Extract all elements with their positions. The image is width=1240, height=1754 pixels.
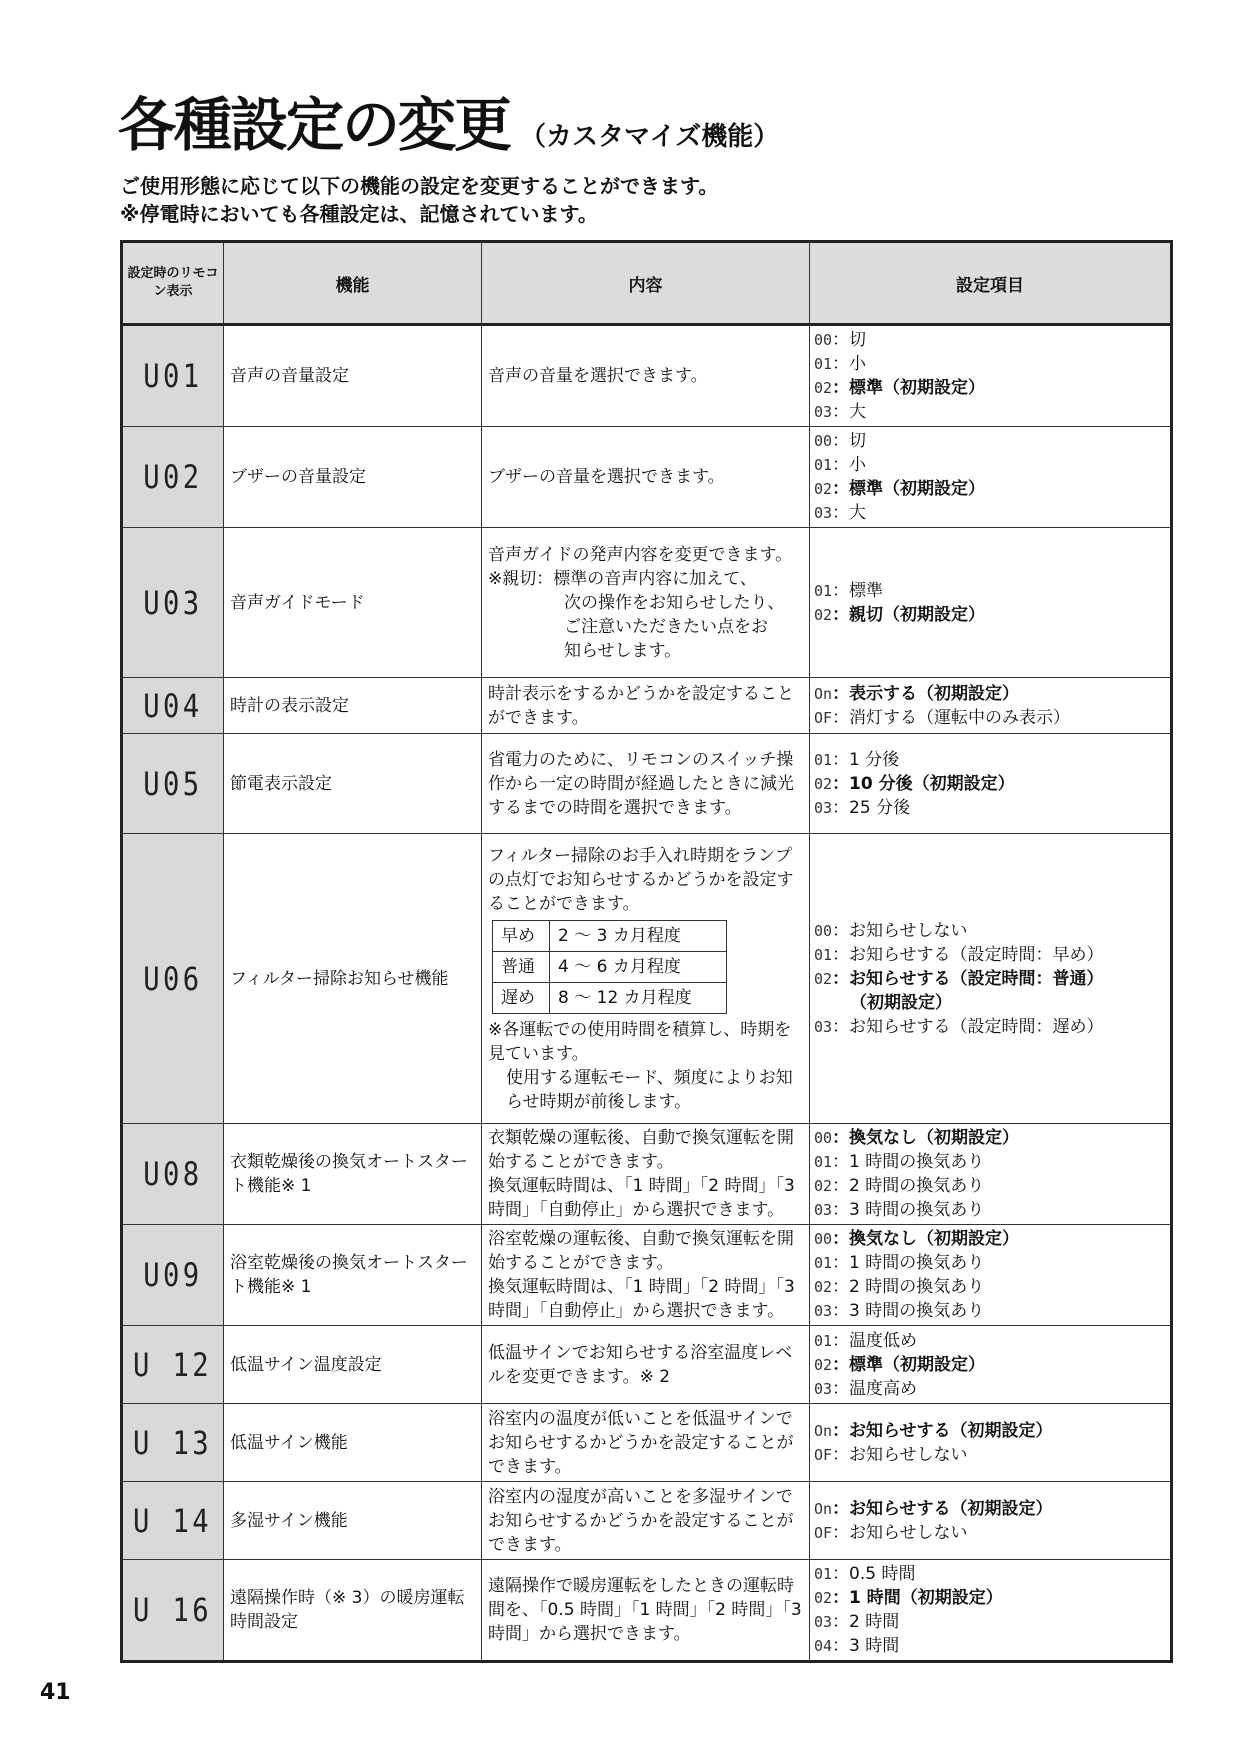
option-code: 03 (814, 798, 833, 817)
setting-option (814, 376, 1166, 400)
option-code: 01 (814, 456, 833, 474)
description-line: 浴室内の湿度が高いことを多湿サインでお知らせするかどうかを設定することができます。 (488, 1486, 794, 1555)
lcd-code: U06 (143, 959, 203, 998)
option-code: On (814, 684, 833, 703)
lcd-code: U09 (143, 1256, 203, 1294)
description-line: 音声の音量を選択できます。 (488, 366, 708, 386)
description (482, 1225, 810, 1326)
remote-display-code (122, 834, 224, 1124)
description-line: 音声ガイドの発声内容を変更できます。 (488, 544, 793, 565)
description-line: 知らせします。 (564, 640, 682, 661)
interval-value: 8 ～ 12 カ月程度 (550, 982, 727, 1013)
table-row (122, 325, 1172, 427)
option-code: 01 (814, 1254, 833, 1272)
setting-option (814, 1562, 1166, 1586)
description-line: ご注意いただきたい点をお (564, 616, 768, 637)
option-label: ：切 (832, 330, 867, 350)
setting-options (810, 325, 1172, 427)
option-code: OF (814, 1523, 833, 1542)
option-label: ：3 時間 (832, 1636, 900, 1656)
description (482, 1482, 810, 1560)
lcd-code: U04 (143, 686, 203, 725)
option-code: On (814, 1421, 833, 1440)
description-line: 低温サインでお知らせする浴室温度レベルを変更できます。※ 2 (488, 1342, 793, 1387)
description (482, 834, 810, 1124)
option-label: ：換気なし（初期設定） (832, 1128, 1020, 1148)
option-label: ：お知らせする（設定時間：普通） (832, 968, 1104, 989)
lcd-code: U 13 (133, 1423, 213, 1462)
option-label: ：お知らせする（初期設定） (832, 1420, 1053, 1441)
option-label: ：大 (832, 402, 867, 422)
lcd-code: U 12 (133, 1345, 213, 1384)
option-code: 02 (814, 480, 833, 498)
table-row (122, 427, 1172, 528)
option-label: ：標準（初期設定） (832, 479, 986, 499)
table-row (122, 678, 1172, 734)
option-code: 00 (814, 331, 833, 349)
setting-option (814, 796, 1166, 820)
option-label: ：標準（初期設定） (832, 378, 986, 398)
option-code: 02 (814, 774, 833, 793)
table-row (122, 1326, 1172, 1404)
setting-options (810, 1326, 1172, 1404)
option-label: ：1 時間の換気あり (832, 1253, 985, 1273)
lcd-code: U05 (143, 764, 203, 803)
description (482, 528, 810, 678)
setting-options (810, 1404, 1172, 1482)
setting-option (814, 501, 1166, 525)
lcd-code: U02 (143, 458, 203, 496)
table-body (122, 325, 1172, 1662)
option-code: 03 (814, 403, 833, 421)
setting-option (814, 1419, 1166, 1443)
option-label: ：標準（初期設定） (832, 1354, 986, 1375)
setting-options (810, 834, 1172, 1124)
option-label: ：1 分後 (832, 749, 900, 770)
table-row (122, 1225, 1172, 1326)
lcd-code: U 14 (133, 1501, 213, 1540)
setting-option (814, 1015, 1166, 1039)
description (482, 1404, 810, 1482)
setting-option (814, 1227, 1166, 1251)
option-label: ：大 (832, 503, 867, 523)
table-row (122, 1560, 1172, 1662)
description (482, 427, 810, 528)
lcd-code: U 16 (133, 1591, 213, 1629)
setting-options (810, 1124, 1172, 1225)
option-code: OF (814, 708, 833, 727)
function-name: 衣類乾燥後の換気オートスタート機能※ 1 (224, 1124, 482, 1225)
setting-option (814, 1275, 1166, 1299)
setting-option (814, 1251, 1166, 1275)
function-name: フィルター掃除お知らせ機能 (224, 834, 482, 1124)
option-code: 03 (814, 504, 833, 522)
setting-option (814, 682, 1166, 706)
setting-option (814, 1198, 1166, 1222)
option-code: 00 (814, 1129, 833, 1147)
setting-option (814, 1150, 1166, 1174)
function-name: 低温サイン機能 (224, 1404, 482, 1482)
function-name: 節電表示設定 (224, 734, 482, 834)
setting-option (814, 943, 1166, 967)
intro-note: ※停電時においても各種設定は、記憶されています。 (120, 202, 598, 226)
table-row (122, 834, 1172, 1124)
setting-option (814, 400, 1166, 424)
setting-option (814, 477, 1166, 501)
setting-option (814, 352, 1166, 376)
option-label: ：温度低め (832, 1330, 918, 1351)
function-name: 低温サイン温度設定 (224, 1326, 482, 1404)
option-label: ：25 分後 (832, 797, 911, 818)
option-label: ：温度高め (832, 1378, 918, 1399)
setting-option (814, 706, 1166, 730)
option-label: ：お知らせしない (832, 1444, 968, 1465)
function-name: ブザーの音量設定 (224, 427, 482, 528)
setting-option (814, 748, 1166, 772)
setting-option (814, 1610, 1166, 1634)
option-code: 01 (814, 1153, 833, 1171)
option-label: ：0.5 時間 (832, 1564, 916, 1584)
option-label: ：2 時間の換気あり (832, 1176, 985, 1196)
remote-display-code (122, 734, 224, 834)
option-label: ：小 (832, 354, 867, 374)
option-label: ：お知らせする（初期設定） (832, 1498, 1053, 1519)
header-desc: 内容 (482, 242, 810, 325)
cleaning-interval-table (492, 920, 727, 1014)
option-label: ：お知らせする（設定時間：遅め） (832, 1016, 1104, 1037)
setting-option (814, 429, 1166, 453)
description (482, 1326, 810, 1404)
description (482, 1124, 810, 1225)
interval-row (493, 951, 727, 982)
interval-label: 遅め (493, 982, 550, 1013)
setting-option (814, 1329, 1166, 1353)
setting-option (814, 328, 1166, 352)
remote-display-code (122, 1560, 224, 1662)
description-line: 次の操作をお知らせしたり、 (564, 592, 785, 613)
title-subtitle: （カスタマイズ機能） (520, 122, 780, 152)
setting-option (814, 1521, 1166, 1545)
setting-option (814, 919, 1166, 943)
option-label: ：標準 (832, 580, 884, 601)
description-line: ※親切：標準の音声内容に加えて、 (488, 568, 757, 589)
option-code: 01 (814, 1331, 833, 1350)
description-line: フィルター掃除のお手入れ時期をランプの点灯でお知らせするかどうかを設定することができます。 (488, 845, 794, 914)
description-line: 時計表示をするかどうかを設定することができます。 (488, 683, 794, 728)
description-line: 遠隔操作で暖房運転をしたときの運転時間を、「0.5 時間」「1 時間」「2 時間」「3 時間」から選択できます。 (488, 1576, 802, 1644)
option-code: On (814, 1499, 833, 1518)
interval-row (493, 982, 727, 1013)
description-line: ブザーの音量を選択できます。 (488, 467, 725, 487)
interval-value: 2 ～ 3 カ月程度 (550, 920, 727, 951)
option-code: 03 (814, 1302, 833, 1320)
description (482, 1560, 810, 1662)
lcd-code: U03 (143, 583, 203, 622)
function-name: 音声ガイドモード (224, 528, 482, 678)
setting-options (810, 1225, 1172, 1326)
setting-options (810, 1560, 1172, 1662)
lcd-code: U08 (143, 1155, 203, 1193)
table-header-row (122, 242, 1172, 325)
interval-row (493, 920, 727, 951)
option-label: ：1 時間の換気あり (832, 1152, 985, 1172)
option-label: （初期設定） (850, 992, 952, 1013)
setting-option (814, 1174, 1166, 1198)
description (482, 325, 810, 427)
option-label: ：お知らせしない (832, 920, 968, 941)
setting-options (810, 1482, 1172, 1560)
option-code: 02 (814, 1355, 833, 1374)
option-label: ：親切（初期設定） (832, 604, 986, 625)
option-code: 02 (814, 1177, 833, 1195)
description-line: 省電力のために、リモコンのスイッチ操作から一定の時間が経過したときに減光するまでの時間を選択できます。 (488, 749, 794, 818)
remote-display-code (122, 528, 224, 678)
option-code: 03 (814, 1379, 833, 1398)
interval-label: 早め (493, 920, 550, 951)
table-row (122, 734, 1172, 834)
function-name: 遠隔操作時（※ 3）の暖房運転時間設定 (224, 1560, 482, 1662)
option-code: 02 (814, 379, 833, 397)
option-code: 03 (814, 1017, 833, 1036)
option-label: ：10 分後（初期設定） (832, 773, 1015, 794)
intro-line: ご使用形態に応じて以下の機能の設定を変更することができます。 (120, 174, 719, 198)
header-func: 機能 (224, 242, 482, 325)
function-name: 時計の表示設定 (224, 678, 482, 734)
option-code: 01 (814, 750, 833, 769)
option-label: ：1 時間（初期設定） (832, 1588, 1003, 1608)
setting-option (814, 603, 1166, 627)
header-opts: 設定項目 (810, 242, 1172, 325)
setting-option (814, 1126, 1166, 1150)
setting-option (814, 1377, 1166, 1401)
option-code: 00 (814, 921, 833, 940)
option-label: ：小 (832, 455, 867, 475)
remote-display-code (122, 1404, 224, 1482)
option-code: 01 (814, 945, 833, 964)
page-title (118, 78, 779, 162)
function-name: 多湿サイン機能 (224, 1482, 482, 1560)
setting-option (814, 1443, 1166, 1467)
remote-display-code (122, 678, 224, 734)
note-line: 使用する運転モード、頻度によりお知らせ時期が前後します。 (506, 1067, 793, 1112)
option-code: 00 (814, 432, 833, 450)
option-code: 01 (814, 581, 833, 600)
option-label: ：切 (832, 431, 867, 451)
description-line: 衣類乾燥の運転後、自動で換気運転を開始することができます。 (488, 1128, 794, 1172)
setting-option (814, 967, 1166, 991)
setting-option (814, 991, 1166, 1015)
description-line: 浴室内の温度が低いことを低温サインでお知らせするかどうかを設定することができます。 (488, 1408, 794, 1477)
function-name: 浴室乾燥後の換気オートスタート機能※ 1 (224, 1225, 482, 1326)
option-label: ：表示する（初期設定） (832, 683, 1020, 704)
description-line: 換気運転時間は、「1 時間」「2 時間」「3 時間」「自動停止」から選択できます。 (488, 1277, 795, 1321)
option-code: 00 (814, 1230, 833, 1248)
option-label: ：お知らせしない (832, 1522, 968, 1543)
setting-option (814, 1299, 1166, 1323)
description-line: 換気運転時間は、「1 時間」「2 時間」「3 時間」「自動停止」から選択できます。 (488, 1176, 795, 1220)
option-code: 03 (814, 1613, 833, 1631)
function-name: 音声の音量設定 (224, 325, 482, 427)
remote-display-code (122, 325, 224, 427)
title-main: 各種設定の変更 (118, 91, 511, 159)
option-code: OF (814, 1445, 833, 1464)
note-line: ※各運転での使用時間を積算し、時期を見ています。 (488, 1019, 792, 1064)
option-code: 02 (814, 605, 833, 624)
option-label: ：消灯する（運転中のみ表示） (832, 707, 1071, 728)
setting-option (814, 579, 1166, 603)
setting-option (814, 1586, 1166, 1610)
option-label: ：2 時間 (832, 1612, 900, 1632)
description (482, 678, 810, 734)
remote-display-code (122, 1124, 224, 1225)
setting-option (814, 1353, 1166, 1377)
option-code: 03 (814, 1201, 833, 1219)
interval-value: 4 ～ 6 カ月程度 (550, 951, 727, 982)
lcd-code: U01 (143, 357, 203, 395)
table-row (122, 1482, 1172, 1560)
remote-display-code (122, 1225, 224, 1326)
setting-option (814, 1634, 1166, 1658)
intro-text (120, 172, 718, 228)
setting-options (810, 427, 1172, 528)
option-code: 02 (814, 969, 833, 988)
option-label: ：お知らせする（設定時間：早め） (832, 944, 1104, 965)
header-code: 設定時のリモコン表示 (122, 242, 224, 325)
setting-option (814, 772, 1166, 796)
option-label: ：2 時間の換気あり (832, 1277, 985, 1297)
description-line: 浴室乾燥の運転後、自動で換気運転を開始することができます。 (488, 1229, 794, 1273)
table-row (122, 528, 1172, 678)
setting-options (810, 528, 1172, 678)
setting-option (814, 1497, 1166, 1521)
option-code: 04 (814, 1637, 833, 1655)
option-label: ：換気なし（初期設定） (832, 1229, 1020, 1249)
remote-display-code (122, 1482, 224, 1560)
remote-display-code (122, 427, 224, 528)
option-code: 01 (814, 1565, 833, 1583)
option-code: 02 (814, 1589, 833, 1607)
interval-label: 普通 (493, 951, 550, 982)
remote-display-code (122, 1326, 224, 1404)
setting-options (810, 678, 1172, 734)
description (482, 734, 810, 834)
settings-table (120, 240, 1173, 1663)
page-number: 41 (40, 1680, 71, 1705)
option-label: ：3 時間の換気あり (832, 1200, 985, 1220)
option-label: ：3 時間の換気あり (832, 1301, 985, 1321)
setting-options (810, 734, 1172, 834)
option-code: 01 (814, 355, 833, 373)
table-row (122, 1124, 1172, 1225)
table-row (122, 1404, 1172, 1482)
option-code: 02 (814, 1278, 833, 1296)
setting-option (814, 453, 1166, 477)
